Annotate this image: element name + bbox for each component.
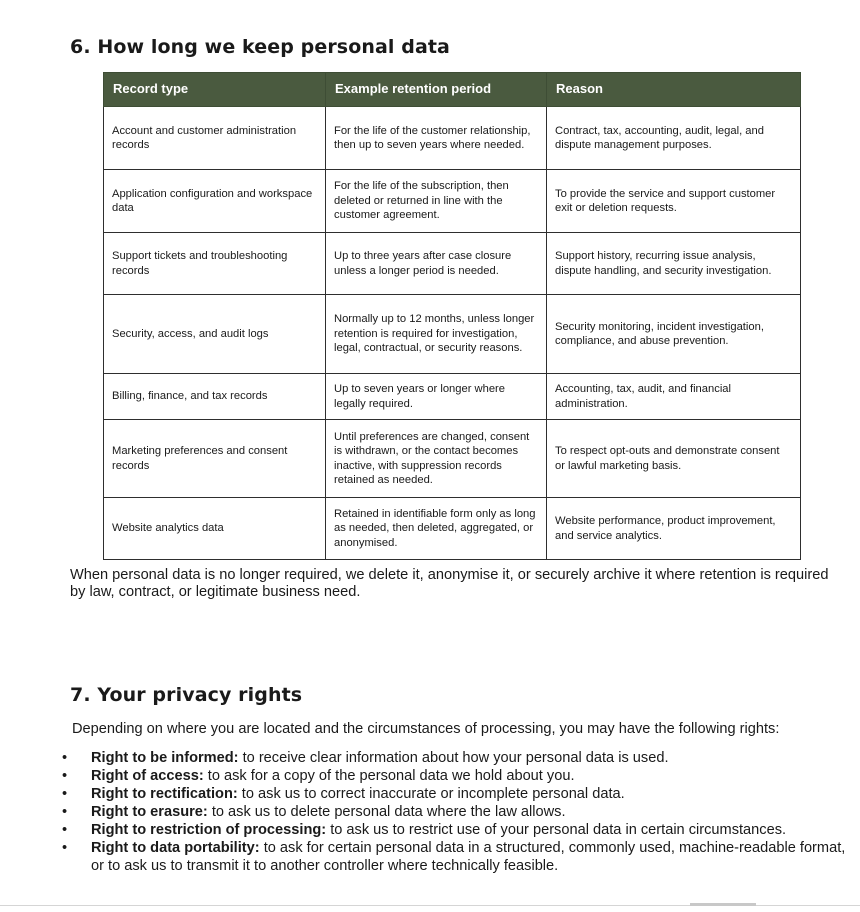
cell-retention-period: Normally up to 12 months, unless longer retention is required for investigation, legal, contractual, or security reasons.: [326, 295, 547, 374]
section-heading-privacy-rights: 7. Your privacy rights: [70, 684, 303, 706]
retention-closing-paragraph: When personal data is no longer required, we delete it, anonymise it, or securely archive it where retention is required by law, contract, or legitimate business need.: [70, 567, 829, 600]
scroll-indicator: [690, 903, 756, 906]
list-item: [0, 839, 860, 875]
column-header-record-type: Record type: [104, 73, 326, 107]
table-row: [104, 170, 801, 233]
cell-record-type: Billing, finance, and tax records: [104, 374, 326, 420]
list-item: [0, 749, 860, 767]
list-item: [0, 767, 860, 785]
cell-reason: Accounting, tax, audit, and financial administration.: [547, 374, 801, 420]
right-description: to ask for a copy of the personal data we hold about you.: [203, 768, 575, 784]
cell-reason: Security monitoring, incident investigation, compliance, and abuse prevention.: [547, 295, 801, 374]
table-row: [104, 498, 801, 560]
cell-record-type: Support tickets and troubleshooting records: [104, 233, 326, 295]
cell-retention-period: Until preferences are changed, consent is withdrawn, or the contact becomes inactive, with suppression records retained as needed.: [326, 420, 547, 498]
privacy-rights-list: [0, 749, 860, 875]
bullet-icon: •: [62, 804, 68, 820]
bullet-icon: •: [62, 786, 68, 802]
column-header-reason: Reason: [547, 73, 801, 107]
right-label: Right to erasure:: [91, 804, 208, 820]
cell-record-type: Application configuration and workspace data: [104, 170, 326, 233]
column-header-retention-period: Example retention period: [326, 73, 547, 107]
cell-retention-period: Retained in identifiable form only as long as needed, then deleted, aggregated, or anonymised.: [326, 498, 547, 560]
bullet-icon: •: [62, 768, 68, 784]
right-label: Right to be informed:: [91, 750, 239, 766]
cell-retention-period: Up to three years after case closure unless a longer period is needed.: [326, 233, 547, 295]
cell-record-type: Account and customer administration records: [104, 107, 326, 170]
cell-reason: Website performance, product improvement, and service analytics.: [547, 498, 801, 560]
right-label: Right of access:: [91, 768, 204, 784]
right-description: to ask us to restrict use of your personal data in certain circumstances.: [326, 822, 787, 838]
cell-reason: To provide the service and support customer exit or deletion requests.: [547, 170, 801, 233]
bullet-icon: •: [62, 840, 68, 856]
table-row: [104, 295, 801, 374]
right-label: Right to rectification:: [91, 786, 238, 802]
list-item: [0, 785, 860, 803]
right-description: to ask us to delete personal data where the law allows.: [207, 804, 566, 820]
retention-table: [103, 72, 801, 560]
table-row: [104, 420, 801, 498]
table-header-row: [104, 73, 801, 107]
right-description: to receive clear information about how your personal data is used.: [238, 750, 669, 766]
cell-reason: To respect opt-outs and demonstrate consent or lawful marketing basis.: [547, 420, 801, 498]
right-description: to ask us to correct inaccurate or incomplete personal data.: [237, 786, 625, 802]
cell-retention-period: Up to seven years or longer where legally required.: [326, 374, 547, 420]
cell-reason: Contract, tax, accounting, audit, legal, and dispute management purposes.: [547, 107, 801, 170]
right-label: Right to restriction of processing:: [91, 822, 327, 838]
bullet-icon: •: [62, 750, 68, 766]
list-item: [0, 803, 860, 821]
bullet-icon: •: [62, 822, 68, 838]
cell-reason: Support history, recurring issue analysis, dispute handling, and security investigation.: [547, 233, 801, 295]
right-label: Right to data portability:: [91, 840, 260, 856]
table-row: [104, 233, 801, 295]
cell-record-type: Marketing preferences and consent records: [104, 420, 326, 498]
right-description: to ask for certain personal data in a structured, commonly used, machine-readable format, or to ask us to transmit it to another controller where technically feasible.: [91, 840, 846, 874]
table-row: [104, 107, 801, 170]
cell-record-type: Website analytics data: [104, 498, 326, 560]
list-item: [0, 821, 860, 839]
cell-record-type: Security, access, and audit logs: [104, 295, 326, 374]
cell-retention-period: For the life of the subscription, then deleted or returned in line with the customer agreement.: [326, 170, 547, 233]
table-row: [104, 374, 801, 420]
cell-retention-period: For the life of the customer relationship, then up to seven years where needed.: [326, 107, 547, 170]
rights-intro-paragraph: Depending on where you are located and the circumstances of processing, you may have the following rights:: [72, 721, 780, 737]
section-heading-retention: 6. How long we keep personal data: [70, 36, 450, 58]
